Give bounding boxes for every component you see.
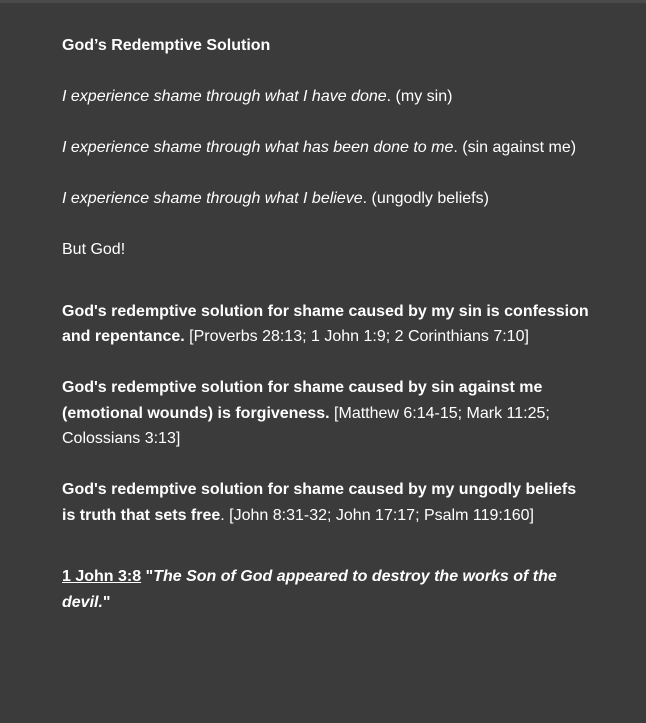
shame-line-1-italic: I experience shame through what I have done — [62, 88, 387, 105]
solution-3-statement: God's redemptive solution for shame caused by my ungodly beliefs is truth that sets free — [62, 481, 577, 524]
top-edge-divider — [0, 0, 646, 3]
verse-reference-link[interactable]: 1 John 3:8 — [62, 568, 142, 585]
verse-text: The Son of God appeared to destroy the works of the devil. — [62, 568, 557, 611]
shame-line-1-note: . (my sin) — [386, 88, 453, 105]
shame-line-2 — [62, 135, 592, 161]
shame-line-2-note: . (sin against me) — [453, 139, 577, 156]
verse-close-quote: " — [102, 593, 111, 611]
solution-2-statement: God's redemptive solution for shame caused by sin against me (emotional wounds) is forgiveness. — [62, 379, 543, 422]
solution-1-statement: God's redemptive solution for shame caused by my sin is confession and repentance. — [62, 302, 589, 345]
solution-paragraph-2 — [62, 375, 592, 452]
shame-line-1 — [62, 84, 592, 110]
solution-paragraph-1 — [62, 299, 592, 350]
but-god-line: But God! — [62, 241, 126, 258]
shame-line-3-note: . (ungodly beliefs) — [362, 190, 489, 207]
document-title: God’s Redemptive Solution — [62, 37, 271, 54]
document-page — [62, 33, 592, 615]
solution-1-references: [Proverbs 28:13; 1 John 1:9; 2 Corinthians 7:10] — [184, 328, 529, 345]
solution-paragraph-3 — [62, 477, 592, 528]
solution-3-references: . [John 8:31-32; John 17:17; Psalm 119:160] — [220, 506, 534, 524]
verse-quote — [62, 564, 592, 615]
solution-2-references: [Matthew 6:14-15; Mark 11:25; Colossians 3:13] — [62, 404, 550, 447]
verse-open-quote: " — [141, 568, 154, 585]
shame-line-3 — [62, 186, 592, 212]
shame-line-3-italic: I experience shame through what I believe — [62, 190, 363, 207]
shame-line-2-italic: I experience shame through what has been done to me — [62, 139, 454, 156]
